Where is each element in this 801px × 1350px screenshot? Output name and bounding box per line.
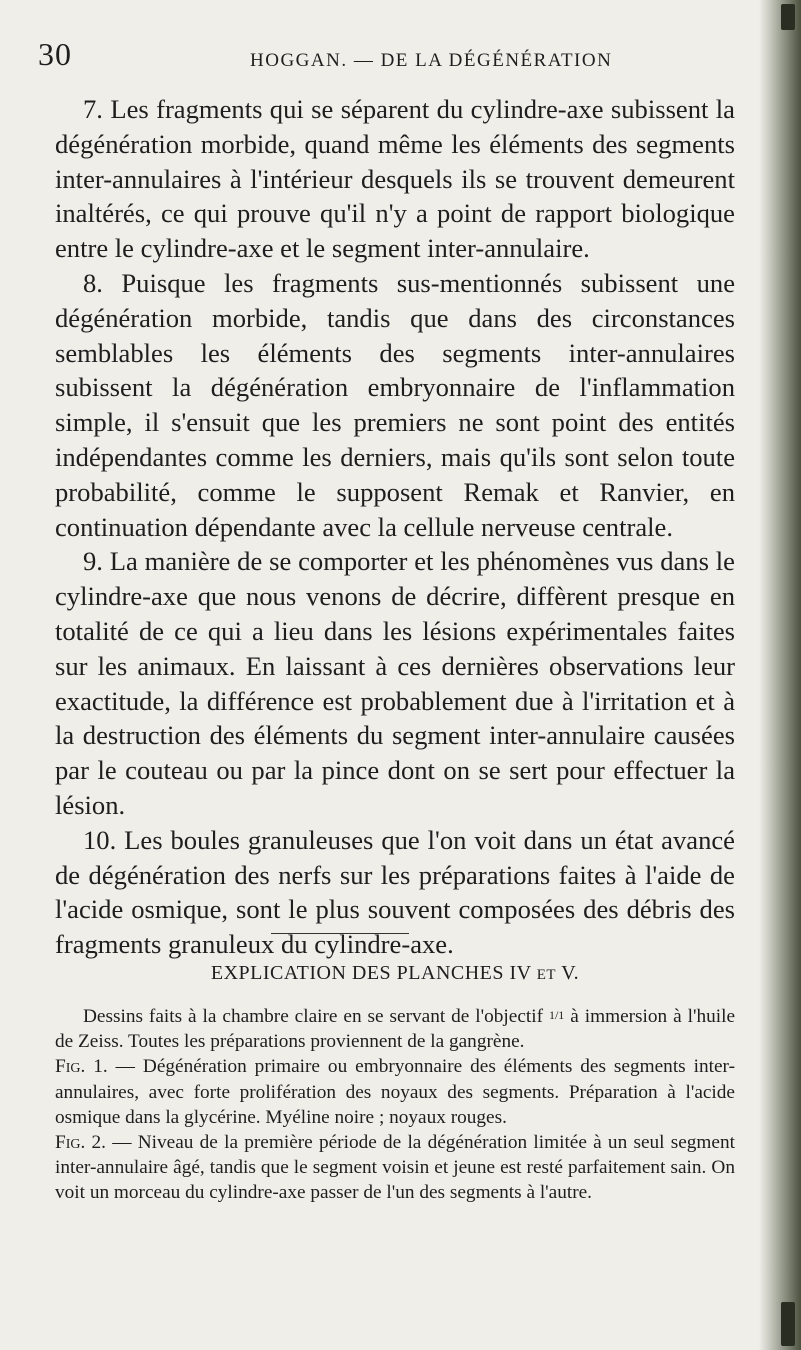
section-divider	[271, 933, 409, 934]
figure-label: Fig. 1.	[55, 1056, 108, 1078]
paragraph-9: 9. La manière de se comporter et les phénomènes vus dans le cylindre-axe que nous venons de décrire, diffèrent presque en totalité de ce qui a lieu dans les lésions expérimentales faites sur les animaux. En laissant à ces dernières observations leur exactitude, la différence est probablement due à l'irritation et à la destruction des éléments du segment inter-annulaire causées par le couteau ou par la pince dont on se sert pour effectuer la lésion.	[55, 546, 735, 820]
section-title-main: EXPLICATION DES PLANCHES IV	[210, 962, 532, 984]
section-title-et: ET	[536, 967, 557, 983]
edge-mark	[781, 4, 795, 30]
figure-caption	[55, 1130, 735, 1206]
page-number: 30	[38, 36, 72, 72]
page-edge-shadow	[759, 0, 801, 1350]
page-header	[38, 36, 721, 80]
plates-explanation	[55, 1003, 735, 1206]
paragraph-7: 7. Les fragments qui se séparent du cylindre-axe subissent la dégénération morbide, quand même les éléments des segments inter-annulaires à l'intérieur desquels ils se trouvent demeurent inaltérés, ce qui prouve qu'il n'y a point de rapport biologique entre le cylindre-axe et le segment inter-annulaire.	[55, 94, 735, 264]
intro-before: Dessins faits à la chambre claire en se servant de l'objectif	[83, 1006, 544, 1027]
figure-text: — Dégénération primaire ou embryonnaire des éléments des segments inter-annulaires, avec forte prolifération des noyaux des segments. Préparation à l'acide osmique dans la glycérine. Myéline noire ; noyaux rouges.	[55, 1056, 735, 1128]
body-text	[55, 92, 735, 962]
section-title-end: V.	[561, 962, 580, 984]
figure-text: — Niveau de la première période de la dégénération limitée à un seul segment inter-annulaire âgé, tandis que le segment voisin et jeune est resté parfaitement sain. On voit un morceau du cylindre-axe passer de l'un des segments à l'autre.	[55, 1132, 735, 1204]
figure-caption	[55, 1054, 735, 1130]
explanation-intro	[55, 1003, 735, 1054]
intro-after: à immersion à l'huile de Zeiss. Toutes les préparations proviennent de la gangrène.	[55, 1006, 735, 1053]
edge-mark	[781, 1302, 795, 1346]
paragraph-8: 8. Puisque les fragments sus-mentionnés subissent une dégénération morbide, tandis que dans des circonstances semblables les éléments des segments inter-annulaires subissent la dégénération embryonnaire de l'inflammation simple, il s'ensuit que les premiers ne sont point des entités indépendantes comme les derniers, mais qu'ils sont selon toute probabilité, comme le supposent Remak et Ranvier, en continuation dépendante avec la cellule nerveuse centrale.	[55, 267, 735, 542]
running-head: HOGGAN. — DE LA DÉGÉNÉRATION	[250, 50, 613, 71]
objective-fraction: 1/1	[548, 1008, 565, 1022]
section-title	[55, 962, 735, 985]
paragraph-10: 10. Les boules granuleuses que l'on voit dans un état avancé de dégénération des nerfs sur les préparations faites à l'aide de l'acide osmique, sont le plus souvent composées des débris des fragments granuleux du cylindre-axe.	[55, 824, 735, 960]
figure-label: Fig. 2.	[55, 1132, 107, 1154]
